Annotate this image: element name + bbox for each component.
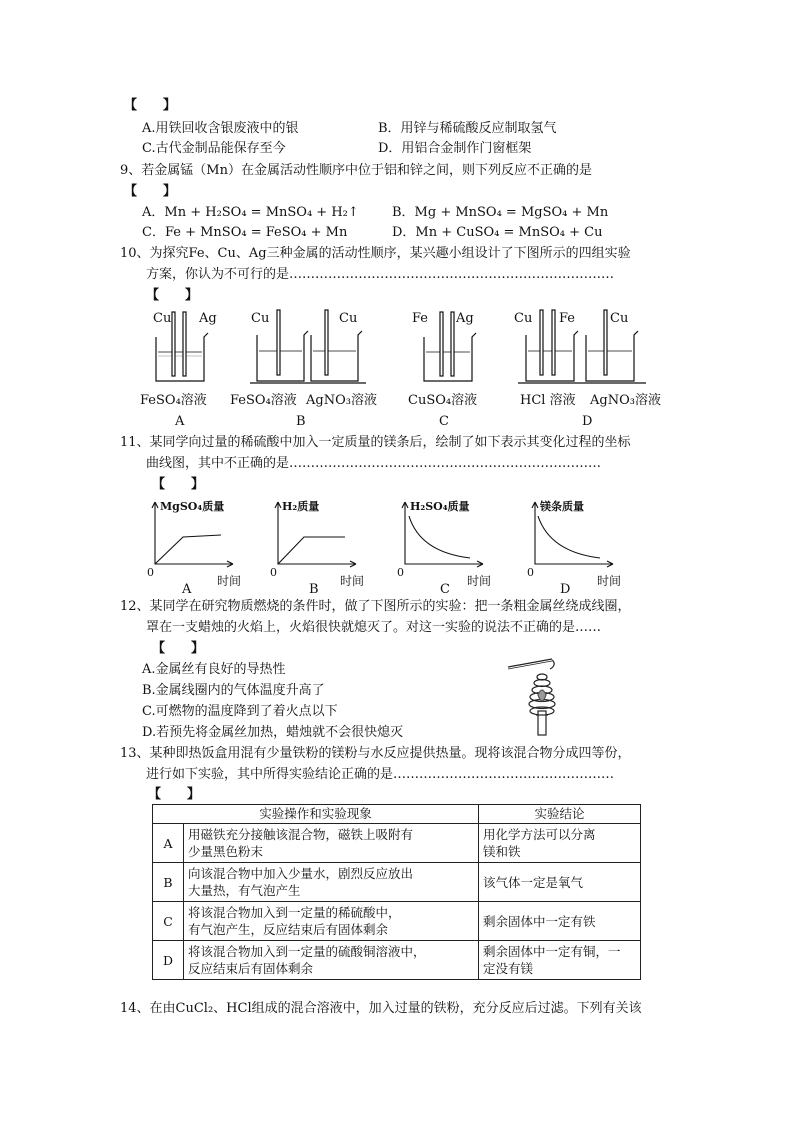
row-conclusion xyxy=(479,941,641,980)
graph-ylabel-a: MgSO₄质量 xyxy=(160,500,225,513)
q13-answer-bracket: 【 】 xyxy=(148,787,201,802)
graph-letter-b: B xyxy=(309,582,319,597)
q8-option-a: A.用铁回收含银废液中的银 xyxy=(142,121,299,136)
table-row xyxy=(153,863,641,902)
q12-stem-line1: 12、某同学在研究物质燃烧的条件时，做了下图所示的实验：把一条粗金属丝绕成线圈， xyxy=(120,599,631,614)
q12-option-a: A.金属丝有良好的导热性 xyxy=(142,662,286,677)
q8-answer-bracket: 【 】 xyxy=(124,98,177,113)
row-operation-line2: 大量热，有气泡产生 xyxy=(188,883,301,898)
metal-label-c-fe: Fe xyxy=(412,311,429,326)
q13-stem-line1: 13、某种即热饭盒用混有少量铁粉的镁粉与水反应提供热量。现将该混合物分成四等份， xyxy=(120,746,631,761)
graph-xlabel-d: 时间 xyxy=(597,574,622,588)
q10-answer-bracket: 【 】 xyxy=(146,288,199,303)
metal-label-d-fe: Fe xyxy=(559,311,576,326)
experiment-letter-c: C xyxy=(439,414,449,429)
row-conclusion xyxy=(479,863,641,902)
graph-xlabel-a: 时间 xyxy=(217,574,242,588)
row-operation-line1: 将该混合物加入到一定量的稀硫酸中， xyxy=(188,905,401,920)
solution-label-b-1: FeSO₄溶液 xyxy=(230,393,297,408)
table-header-operation: 实验操作和实验现象 xyxy=(153,805,479,824)
q12-option-b: B.金属线圈内的气体温度升高了 xyxy=(142,683,325,698)
q10-stem-line2: 方案，你认为不可行的是………………………………………………………………… xyxy=(146,267,615,282)
curve-a xyxy=(155,535,221,564)
graph-origin-d: 0 xyxy=(527,566,534,579)
solution-label-d-2: AgNO₃溶液 xyxy=(590,393,661,408)
solution-label-a: FeSO₄溶液 xyxy=(140,393,207,408)
q11-graphs-figure xyxy=(0,492,794,598)
row-operation-line1: 用磁铁充分接触该混合物，磁铁上吸附有 xyxy=(188,827,414,842)
experiment-letter-d: D xyxy=(582,414,593,429)
row-conclusion-line1: 用化学方法可以分离 xyxy=(483,827,596,842)
row-conclusion-line1: 剩余固体中一定有铜，一 xyxy=(483,944,621,959)
solution-label-b-2: AgNO₃溶液 xyxy=(306,393,377,408)
table-header-conclusion: 实验结论 xyxy=(479,805,641,824)
row-operation-line1: 将该混合物加入到一定量的硫酸铜溶液中， xyxy=(188,944,426,959)
graph-ylabel-b: H₂质量 xyxy=(282,500,320,513)
graph-origin-c: 0 xyxy=(397,566,404,579)
q9-option-b: B．Mg + MnSO₄ = MgSO₄ + Mn xyxy=(392,205,609,220)
metal-label-b-cu-1: Cu xyxy=(251,311,270,326)
metal-label-a-cu: Cu xyxy=(153,311,172,326)
row-operation-line2: 反应结束后有固体剩余 xyxy=(188,961,314,976)
experiment-letter-b: B xyxy=(296,414,306,429)
q9-option-c: C．Fe + MnSO₄ = FeSO₄ + Mn xyxy=(142,225,348,240)
q8-option-d: D．用铝合金制作门窗框架 xyxy=(378,141,532,156)
curve-d xyxy=(538,516,600,558)
row-letter: C xyxy=(153,902,184,941)
table-row xyxy=(153,941,641,980)
metal-label-a-ag: Ag xyxy=(199,311,217,326)
q11-stem-line1: 11、某同学向过量的稀硫酸中加入一定质量的镁条后，绘制了如下表示其变化过程的坐标 xyxy=(120,435,631,450)
experiment-letter-a: A xyxy=(175,414,185,429)
q12-answer-bracket: 【 】 xyxy=(152,641,205,656)
table-row xyxy=(153,902,641,941)
q14-stem: 14、在由CuCl₂、HCl组成的混合溶液中，加入过量的铁粉，充分反应后过滤。下列有关该 xyxy=(120,1001,642,1016)
graph-letter-a: A xyxy=(182,582,192,597)
graph-letter-d: D xyxy=(560,582,571,597)
row-letter: D xyxy=(153,941,184,980)
q12-option-d: D.若预先将金属丝加热，蜡烛就不会很快熄灭 xyxy=(142,725,404,740)
row-conclusion-line1: 该气体一定是氧气 xyxy=(483,874,584,890)
q11-answer-bracket: 【 】 xyxy=(152,477,205,492)
graph-origin-a: 0 xyxy=(147,566,154,579)
table-header-row xyxy=(153,805,641,824)
metal-label-d-cu: Cu xyxy=(514,311,533,326)
graph-xlabel-c: 时间 xyxy=(467,574,492,588)
q9-option-a: A．Mn + H₂SO₄ = MnSO₄ + H₂↑ xyxy=(142,205,359,220)
row-operation xyxy=(184,941,479,980)
q10-beakers-figure xyxy=(0,300,794,435)
metal-label-d-cu-2: Cu xyxy=(610,311,629,326)
q11-stem-line2: 曲线图，其中不正确的是……………………………………………………………… xyxy=(146,456,602,471)
row-conclusion xyxy=(479,902,641,941)
row-operation xyxy=(184,902,479,941)
graph-origin-b: 0 xyxy=(270,566,277,579)
row-operation-line1: 向该混合物中加入少量水，剧烈反应放出 xyxy=(188,866,414,881)
graph-ylabel-c: H₂SO₄质量 xyxy=(410,500,470,513)
q8-option-b: B．用锌与稀硫酸反应制取氢气 xyxy=(378,121,557,136)
q13-stem-line2: 进行如下实验，其中所得实验结论正确的是…………………………………………… xyxy=(146,767,615,782)
row-conclusion-line1: 剩余固体中一定有铁 xyxy=(483,913,596,929)
row-operation xyxy=(184,824,479,863)
row-operation-line2: 少量黑色粉末 xyxy=(188,844,264,859)
curve-b xyxy=(278,537,345,564)
row-letter: A xyxy=(153,824,184,863)
row-letter: B xyxy=(153,863,184,902)
row-conclusion xyxy=(479,824,641,863)
metal-label-c-ag: Ag xyxy=(456,311,474,326)
graph-ylabel-d: 镁条质量 xyxy=(540,500,584,513)
q12-option-c: C.可燃物的温度降到了着火点以下 xyxy=(142,704,338,719)
row-operation xyxy=(184,863,479,902)
q12-stem-line2: 罩在一支蜡烛的火焰上，火焰很快就熄灭了。对这一实验的说法不正确的是…… xyxy=(146,620,602,635)
row-conclusion-line2: 镁和铁 xyxy=(483,844,521,859)
curve-c xyxy=(409,516,470,558)
row-operation-line2: 有气泡产生，反应结束后有固体剩余 xyxy=(188,922,389,937)
solution-label-c: CuSO₄溶液 xyxy=(408,393,478,408)
row-conclusion-line2: 定没有镁 xyxy=(483,961,534,976)
solution-label-d-1: HCl 溶液 xyxy=(520,393,576,408)
metal-label-b-cu-2: Cu xyxy=(339,311,358,326)
q10-stem-line1: 10、为探究Fe、Cu、Ag三种金属的活动性顺序，某兴趣小组设计了下图所示的四组实验 xyxy=(120,246,631,261)
candle-coil-figure xyxy=(500,655,580,745)
graph-letter-c: C xyxy=(440,582,450,597)
graph-xlabel-b: 时间 xyxy=(340,574,365,588)
q9-stem: 9、若金属锰（Mn）在金属活动性顺序中位于铝和锌之间，则下列反应不正确的是 xyxy=(120,163,592,178)
table-row xyxy=(153,824,641,863)
q8-option-c: C.古代金制品能保存至今 xyxy=(142,141,286,156)
q9-option-d: D．Mn + CuSO₄ = MnSO₄ + Cu xyxy=(392,225,603,240)
q9-answer-bracket: 【 】 xyxy=(124,184,177,199)
q13-experiment-table xyxy=(152,804,641,980)
